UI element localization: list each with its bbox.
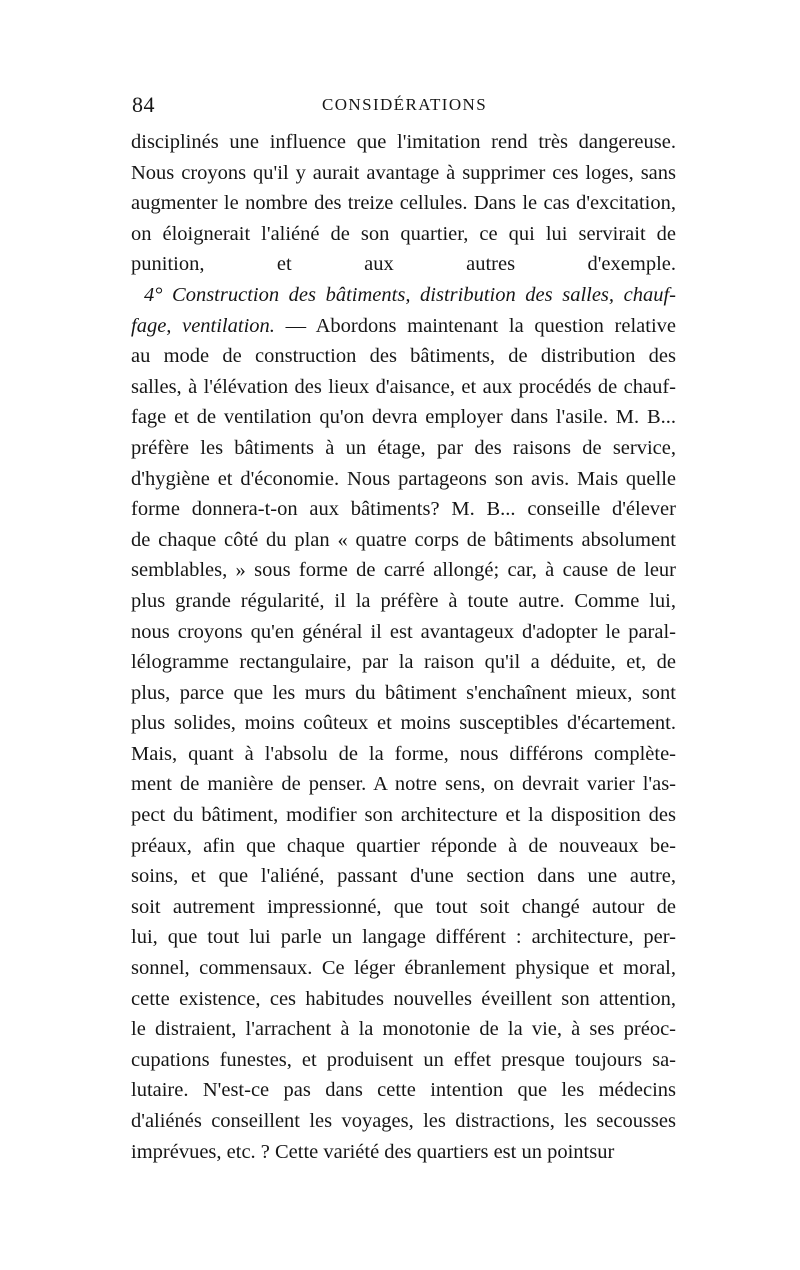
line-text: nous croyons qu'en général il est avantageux d'adopter le paral- bbox=[131, 620, 676, 643]
italic-text: 4° Construction des bâtiments, distribution des salles, chauf- bbox=[144, 283, 676, 306]
text-line bbox=[131, 617, 676, 648]
text-line bbox=[131, 800, 676, 831]
text-line bbox=[131, 341, 676, 372]
line-text: augmenter le nombre des treize cellules. Dans le cas d'excitation, bbox=[131, 192, 676, 215]
line-text: semblables, » sous forme de carré allongé; car, à cause de leur bbox=[131, 559, 676, 582]
text-line bbox=[131, 280, 676, 311]
text-line bbox=[131, 372, 676, 403]
line-text: soins, et que l'aliéné, passant d'une section dans une autre, bbox=[131, 865, 676, 888]
line-text: fage et de ventilation qu'on devra employer dans l'asile. M. B... bbox=[131, 406, 676, 429]
line-text: plus solides, moins coûteux et moins susceptibles d'écartement. bbox=[131, 712, 676, 735]
running-title: CONSIDÉRATIONS bbox=[322, 95, 488, 114]
text-line bbox=[131, 953, 676, 984]
page-number: 84 bbox=[132, 92, 155, 117]
text-line bbox=[131, 678, 676, 709]
text-line bbox=[131, 586, 676, 617]
line-text: salles, à l'élévation des lieux d'aisance, et aux procédés de chauf- bbox=[131, 375, 676, 398]
text-line bbox=[131, 464, 676, 495]
text-line bbox=[131, 892, 676, 923]
line-text: disciplinés une influence que l'imitation rend très dangereuse. bbox=[131, 131, 676, 153]
text-line bbox=[131, 739, 676, 770]
italic-text: fage, ventilation. bbox=[131, 314, 275, 337]
line-text: on éloignerait l'aliéné de son quartier, ce qui lui servirait de bbox=[131, 222, 676, 245]
line-text: au mode de construction des bâtiments, de distribution des bbox=[131, 345, 676, 368]
body-text bbox=[131, 127, 676, 1167]
line-text: imprévues, etc. ? Cette variété des quartiers est un pointsur bbox=[131, 1140, 615, 1163]
text-line bbox=[131, 1045, 676, 1076]
line-text: sonnel, commensaux. Ce léger ébranlement physique et moral, bbox=[131, 957, 676, 980]
text-line bbox=[131, 831, 676, 862]
line-text: de chaque côté du plan « quatre corps de bâtiments absolument bbox=[131, 528, 676, 551]
line-text: lélogramme rectangulaire, par la raison qu'il a déduite, et, de bbox=[131, 651, 676, 674]
line-text: Nous croyons qu'il y aurait avantage à supprimer ces loges, sans bbox=[131, 161, 676, 184]
line-text: punition, et aux autres d'exemple. bbox=[131, 253, 676, 276]
text-line bbox=[131, 433, 676, 464]
line-text: — Abordons maintenant la question relative bbox=[274, 314, 676, 337]
line-text: d'aliénés conseillent les voyages, les distractions, les secousses bbox=[131, 1110, 676, 1132]
text-line bbox=[131, 1106, 676, 1137]
line-text: ment de manière de penser. A notre sens, on devrait varier l'as- bbox=[131, 773, 676, 796]
text-line bbox=[131, 922, 676, 953]
text-line bbox=[131, 708, 676, 739]
line-text: préfère les bâtiments à un étage, par des raisons de service, bbox=[131, 436, 676, 459]
text-line bbox=[131, 1014, 676, 1045]
line-text: lutaire. N'est-ce pas dans cette intention que les médecins bbox=[131, 1079, 676, 1102]
line-text: préaux, afin que chaque quartier réponde à de nouveaux be- bbox=[131, 834, 676, 857]
line-text: plus grande régularité, il la préfère à toute autre. Comme lui, bbox=[131, 589, 676, 612]
text-line bbox=[131, 219, 676, 250]
text-line bbox=[131, 158, 676, 189]
text-line bbox=[131, 311, 676, 342]
text-line bbox=[131, 127, 676, 158]
line-text: soit autrement impressionné, que tout soit changé autour de bbox=[131, 895, 676, 918]
running-head bbox=[132, 92, 672, 122]
line-text: le distraient, l'arrachent à la monotonie de la vie, à ses préoc- bbox=[131, 1018, 676, 1041]
text-line bbox=[131, 647, 676, 678]
text-line bbox=[131, 1137, 676, 1168]
text-line bbox=[131, 402, 676, 433]
text-line bbox=[131, 188, 676, 219]
line-text: forme donnera-t-on aux bâtiments? M. B... conseille d'élever bbox=[131, 498, 676, 521]
text-line bbox=[131, 555, 676, 586]
line-text: Mais, quant à l'absolu de la forme, nous différons complète- bbox=[131, 742, 676, 765]
text-line bbox=[131, 1075, 676, 1106]
line-text: plus, parce que les murs du bâtiment s'enchaînent mieux, sont bbox=[131, 681, 676, 704]
text-line bbox=[131, 525, 676, 556]
text-line bbox=[131, 984, 676, 1015]
text-line bbox=[131, 249, 676, 280]
line-text: lui, que tout lui parle un langage différent : architecture, per- bbox=[131, 926, 676, 949]
line-text: d'hygiène et d'économie. Nous partageons son avis. Mais quelle bbox=[131, 467, 676, 490]
line-text: cette existence, ces habitudes nouvelles éveillent son attention, bbox=[131, 987, 676, 1010]
text-line bbox=[131, 494, 676, 525]
line-text: pect du bâtiment, modifier son architecture et la disposition des bbox=[131, 804, 676, 827]
line-text: cupations funestes, et produisent un effet presque toujours sa- bbox=[131, 1048, 676, 1071]
text-line bbox=[131, 769, 676, 800]
text-line bbox=[131, 861, 676, 892]
